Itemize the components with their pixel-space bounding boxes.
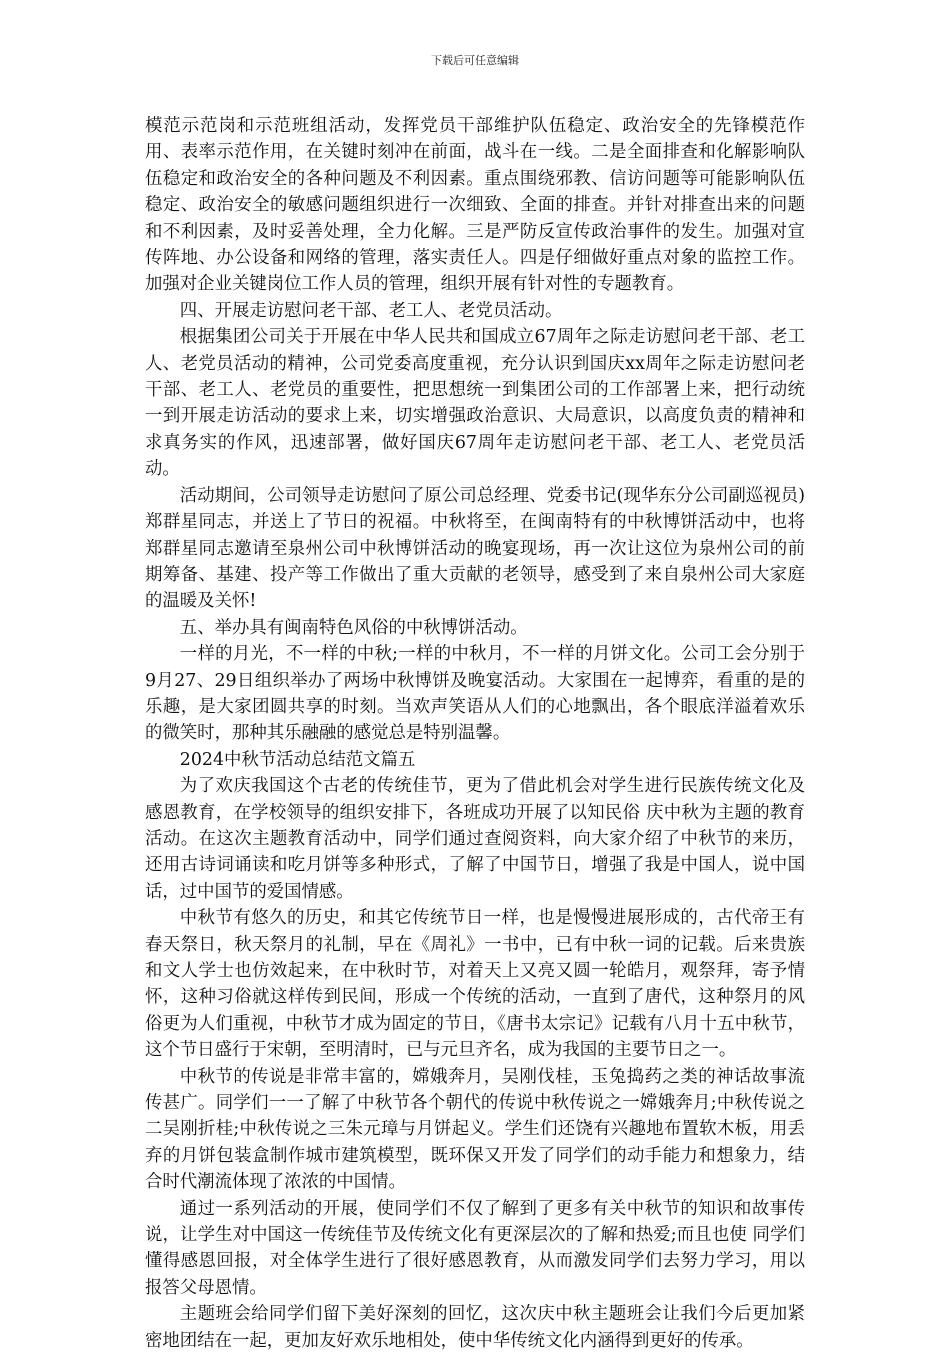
paragraph: 主题班会给同学们留下美好深刻的回忆，这次庆中秋主题班会让我们今后更加紧密地团结在一起，更加友好欢乐地相处，使中华传统文化内涵得到更好的传承。 bbox=[145, 1304, 805, 1351]
paragraph-continuation: 模范示范岗和示范班组活动，发挥党员干部维护队伍稳定、政治安全的先锋模范作用、表率示范作用，在关键时刻冲在前面，战斗在一线。二是全面排查和化解影响队伍稳定和政治安全的各种问题及不利因素。重点围绕邪教、信访问题等可能影响队伍稳定、政治安全的敏感问题组织进行一次细致、全面的排查。并针对排查出来的问题和不利因素，及时妥善处理，全力化解。三是严防反宣传政治事件的发生。加强对宣传阵地、办公设备和网络的管理，落实责任人。四是仔细做好重点对象的监控工作。加强对企业关键岗位工作人员的管理，组织开展有针对性的专题教育。 bbox=[145, 116, 805, 295]
section-heading-four: 四、开展走访慰问老干部、老工人、老党员活动。 bbox=[179, 300, 563, 321]
paragraph: 通过一系列活动的开展，使同学们不仅了解到了更多有关中秋节的知识和故事传说，让学生对中国这一传统佳节及传统文化有更深层次的了解和热爱;而且也使 同学们懂得感恩回报，对全体学生进行了很好感恩教育，从而激发同学们去努力学习，用以报答父母恩情。 bbox=[145, 1198, 805, 1298]
document-body bbox=[145, 113, 805, 1354]
paragraph: 中秋节有悠久的历史，和其它传统节日一样，也是慢慢进展形成的，古代帝王有春天祭日，秋天祭月的礼制，早在《周礼》一书中，已有中秋一词的记载。后来贵族和文人学士也仿效起来，在中秋时节，对着天上又亮又圆一轮皓月，观祭拜，寄予情怀，这种习俗就这样传到民间，形成一个传统的活动，一直到了唐代，这种祭月的风俗更为人们重视，中秋节才成为固定的节日，《唐书太宗记》记载有八月十五中秋节，这个节日盛行于宋朝，至明清时，已与元旦齐名，成为我国的主要节日之一。 bbox=[145, 908, 805, 1061]
paragraph: 为了欢庆我国这个古老的传统佳节，更为了借此机会对学生进行民族传统文化及感恩教育，在学校领导的组织安排下，各班成功开展了以知民俗 庆中秋为主题的教育活动。在这次主题教育活动中，同学们通过查阅资料，向大家介绍了中秋节的来历，还用古诗词诵读和吃月饼等多种形式，了解了中国节日，增强了我是中国人，说中国话，过中国节的爱国情感。 bbox=[145, 776, 805, 902]
section-heading-five: 五、举办具有闽南特色风俗的中秋博饼活动。 bbox=[179, 617, 528, 638]
paragraph: 中秋节的传说是非常丰富的，嫦娥奔月，吴刚伐桂，玉兔捣药之类的神话故事流传甚广。同学们一一了解了中秋节各个朝代的传说中秋传说之一嫦娥奔月;中秋传说之二吴刚折桂;中秋传说之三朱元璋与月饼起义。学生们还饶有兴趣地布置软木板，用丢弃的月饼包装盒制作城市建筑模型，既环保又开发了同学们的动手能力和想象力，结合时代潮流体现了浓浓的中国情。 bbox=[145, 1066, 805, 1193]
page-header: 下载后可任意编辑 bbox=[431, 54, 519, 67]
paragraph: 活动期间，公司领导走访慰问了原公司总经理、党委书记(现华东分公司副巡视员)郑群星同志，并送上了节日的祝福。中秋将至，在闽南特有的中秋博饼活动中，也将郑群星同志邀请至泉州公司中秋博饼活动的晚宴现场，再一次让这位为泉州公司的前期筹备、基建、投产等工作做出了重大贡献的老领导，感受到了来自泉州公司大家庭的温暖及关怀! bbox=[145, 485, 805, 612]
paragraph: 一样的月光，不一样的中秋;一样的中秋月，不一样的月饼文化。公司工会分别于9月27、29日组织举办了两场中秋博饼及晚宴活动。大家围在一起博弈，看重的是的乐趣，是大家团圆共享的时刻。当欢声笑语从人们的心地飘出，各个眼底洋溢着欢乐的微笑时，那种其乐融融的感觉总是特别温馨。 bbox=[145, 644, 805, 744]
article-title: 2024中秋节活动总结范文篇五 bbox=[179, 749, 416, 770]
paragraph: 根据集团公司关于开展在中华人民共和国成立67周年之际走访慰问老干部、老工人、老党员活动的精神，公司党委高度重视，充分认识到国庆xx周年之际走访慰问老干部、老工人、老党员的重要性，把思想统一到集团公司的工作部署上来，把行动统一到开展走访活动的要求上来，切实增强政治意识、大局意识，以高度负责的精神和求真务实的作风，迅速部署，做好国庆67周年走访慰问老干部、老工人、老党员活动。 bbox=[145, 327, 805, 480]
